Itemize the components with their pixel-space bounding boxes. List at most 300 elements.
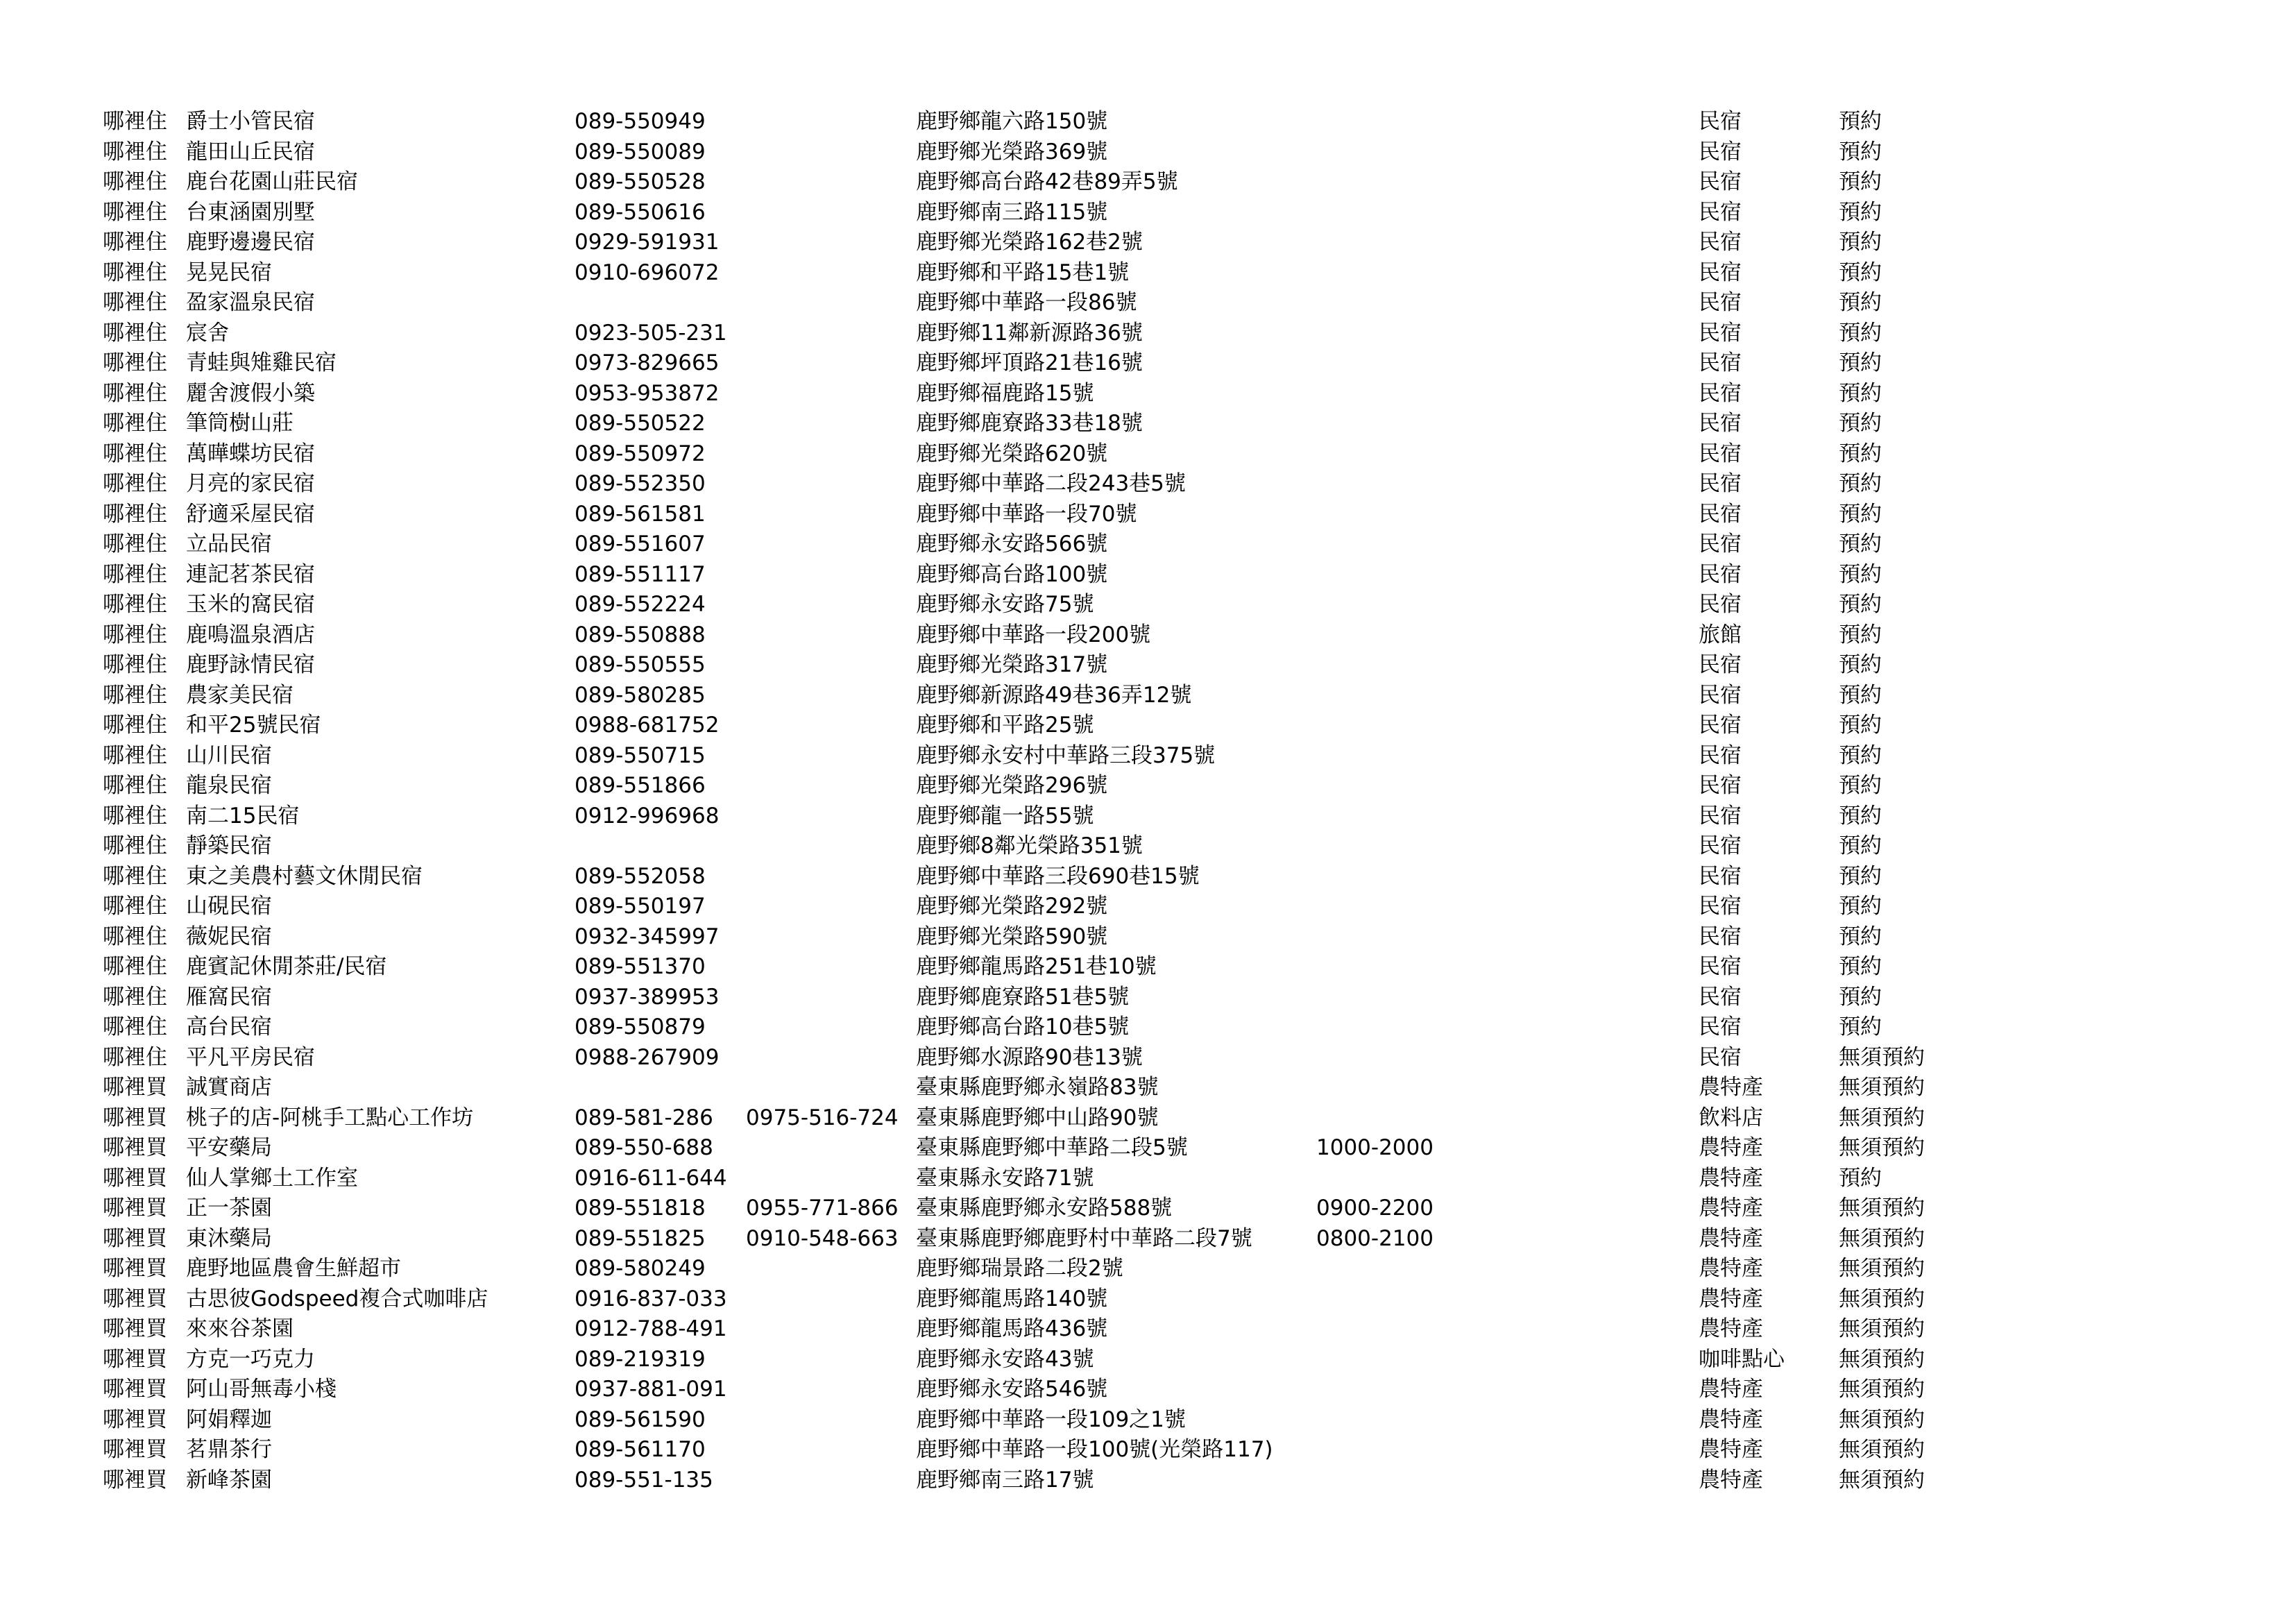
- table-row: [0, 1465, 2296, 1496]
- category-cell: 哪裡住: [103, 532, 167, 556]
- address-cell: 鹿野鄉光榮路296號: [916, 773, 1108, 798]
- phone-cell: 089-552058: [575, 863, 706, 889]
- category-cell: 哪裡住: [103, 260, 167, 285]
- type-cell: 民宿: [1699, 532, 1742, 556]
- category-cell: 哪裡住: [103, 471, 167, 496]
- name-cell: 東之美農村藝文休閒民宿: [186, 863, 423, 889]
- category-cell: 哪裡住: [103, 652, 167, 677]
- table-row: [0, 801, 2296, 832]
- type-cell: 旅館: [1699, 622, 1742, 647]
- category-cell: 哪裡住: [103, 773, 167, 798]
- category-cell: 哪裡住: [103, 592, 167, 617]
- booking-cell: 預約: [1839, 199, 1882, 225]
- category-cell: 哪裡住: [103, 863, 167, 889]
- phone-cell: 089-551818: [575, 1196, 706, 1221]
- table-row: [0, 500, 2296, 530]
- name-cell: 鹿賓記休閒茶莊/民宿: [186, 954, 387, 979]
- table-row: [0, 1133, 2296, 1164]
- name-cell: 龍田山丘民宿: [186, 139, 315, 164]
- booking-cell: 預約: [1839, 713, 1882, 738]
- table-row: [0, 529, 2296, 560]
- phone-cell: 089-550555: [575, 652, 706, 677]
- address-cell: 鹿野鄉永安路43號: [916, 1346, 1094, 1372]
- table-row: [0, 288, 2296, 318]
- name-cell: 和平25號民宿: [186, 713, 321, 738]
- table-row: [0, 620, 2296, 651]
- category-cell: 哪裡買: [103, 1135, 167, 1160]
- name-cell: 龍泉民宿: [186, 773, 272, 798]
- address-cell: 臺東縣鹿野鄉永嶺路83號: [916, 1075, 1159, 1100]
- address-cell: 鹿野鄉光榮路590號: [916, 924, 1108, 949]
- name-cell: 鹿台花園山莊民宿: [186, 169, 358, 194]
- category-cell: 哪裡住: [103, 924, 167, 949]
- type-cell: 民宿: [1699, 139, 1742, 164]
- table-row: [0, 711, 2296, 741]
- table-row: [0, 1193, 2296, 1224]
- type-cell: 民宿: [1699, 561, 1742, 587]
- category-cell: 哪裡買: [103, 1105, 167, 1130]
- type-cell: 民宿: [1699, 833, 1742, 858]
- category-cell: 哪裡買: [103, 1075, 167, 1100]
- name-cell: 鹿野詠情民宿: [186, 652, 315, 677]
- name-cell: 仙人掌鄉土工作室: [186, 1165, 358, 1191]
- type-cell: 民宿: [1699, 682, 1742, 708]
- booking-cell: 預約: [1839, 894, 1882, 919]
- booking-cell: 預約: [1839, 290, 1882, 315]
- type-cell: 民宿: [1699, 742, 1742, 768]
- address-cell: 鹿野鄉光榮路317號: [916, 652, 1108, 677]
- name-cell: 新峰茶園: [186, 1467, 272, 1493]
- phone-cell: 089-580285: [575, 682, 706, 708]
- category-cell: 哪裡買: [103, 1286, 167, 1311]
- name-cell: 農家美民宿: [186, 682, 294, 708]
- category-cell: 哪裡住: [103, 561, 167, 587]
- type-cell: 民宿: [1699, 169, 1742, 194]
- phone-cell: 089-551370: [575, 954, 706, 979]
- type-cell: 民宿: [1699, 713, 1742, 738]
- category-cell: 哪裡買: [103, 1437, 167, 1462]
- category-cell: 哪裡買: [103, 1256, 167, 1281]
- table-row: [0, 1284, 2296, 1315]
- booking-cell: 無須預約: [1839, 1437, 1925, 1462]
- name-cell: 爵士小管民宿: [186, 109, 315, 134]
- name-cell: 東沐藥局: [186, 1225, 272, 1251]
- phone-cell: 0923-505-231: [575, 320, 727, 346]
- type-cell: 民宿: [1699, 260, 1742, 285]
- address-cell: 鹿野鄉光榮路162巷2號: [916, 230, 1143, 255]
- type-cell: 飲料店: [1699, 1105, 1763, 1130]
- address-cell: 鹿野鄉南三路17號: [916, 1467, 1094, 1493]
- category-cell: 哪裡住: [103, 682, 167, 708]
- category-cell: 哪裡住: [103, 622, 167, 647]
- name-cell: 平凡平房民宿: [186, 1044, 315, 1070]
- name-cell: 玉米的窩民宿: [186, 592, 315, 617]
- address-cell: 鹿野鄉中華路二段243巷5號: [916, 471, 1186, 496]
- name-cell: 筆筒樹山莊: [186, 411, 294, 436]
- table-row: [0, 379, 2296, 409]
- name-cell: 正一茶園: [186, 1196, 272, 1221]
- table-row: [0, 1254, 2296, 1284]
- mobile-cell: 0975-516-724: [746, 1105, 899, 1130]
- category-cell: 哪裡住: [103, 894, 167, 919]
- phone-cell: 0916-837-033: [575, 1286, 727, 1311]
- address-cell: 鹿野鄉新源路49巷36弄12號: [916, 682, 1192, 708]
- type-cell: 農特產: [1699, 1256, 1763, 1281]
- phone-cell: 089-550949: [575, 109, 706, 134]
- table-row: [0, 1012, 2296, 1043]
- category-cell: 哪裡住: [103, 350, 167, 375]
- booking-cell: 預約: [1839, 742, 1882, 768]
- phone-cell: 089-550879: [575, 1014, 706, 1039]
- category-cell: 哪裡住: [103, 1044, 167, 1070]
- booking-cell: 無須預約: [1839, 1316, 1925, 1341]
- type-cell: 民宿: [1699, 1014, 1742, 1039]
- name-cell: 月亮的家民宿: [186, 471, 315, 496]
- phone-cell: 0988-681752: [575, 713, 720, 738]
- type-cell: 農特產: [1699, 1437, 1763, 1462]
- phone-cell: 0916-611-644: [575, 1165, 727, 1191]
- booking-cell: 無須預約: [1839, 1196, 1925, 1221]
- booking-cell: 預約: [1839, 773, 1882, 798]
- booking-cell: 預約: [1839, 833, 1882, 858]
- name-cell: 雁窩民宿: [186, 984, 272, 1010]
- category-cell: 哪裡住: [103, 320, 167, 346]
- address-cell: 鹿野鄉永安村中華路三段375號: [916, 742, 1216, 768]
- table-row: [0, 560, 2296, 590]
- category-cell: 哪裡住: [103, 411, 167, 436]
- phone-cell: 089-581-286: [575, 1105, 713, 1130]
- phone-cell: 089-550972: [575, 441, 706, 466]
- phone-cell: 089-550888: [575, 622, 706, 647]
- hours-cell: 0800-2100: [1316, 1225, 1434, 1251]
- category-cell: 哪裡買: [103, 1346, 167, 1372]
- category-cell: 哪裡住: [103, 984, 167, 1010]
- type-cell: 農特產: [1699, 1407, 1763, 1432]
- category-cell: 哪裡住: [103, 380, 167, 406]
- table-row: [0, 681, 2296, 711]
- booking-cell: 無須預約: [1839, 1044, 1925, 1070]
- name-cell: 山川民宿: [186, 742, 272, 768]
- name-cell: 立品民宿: [186, 532, 272, 556]
- phone-cell: 0953-953872: [575, 380, 720, 406]
- phone-cell: 089-561581: [575, 501, 706, 527]
- name-cell: 來來谷茶園: [186, 1316, 294, 1341]
- type-cell: 民宿: [1699, 350, 1742, 375]
- booking-cell: 預約: [1839, 592, 1882, 617]
- name-cell: 鹿鳴溫泉酒店: [186, 622, 315, 647]
- table-row: [0, 590, 2296, 620]
- category-cell: 哪裡買: [103, 1377, 167, 1402]
- table-row: [0, 258, 2296, 289]
- table-row: [0, 228, 2296, 258]
- category-cell: 哪裡住: [103, 441, 167, 466]
- address-cell: 鹿野鄉中華路一段200號: [916, 622, 1151, 647]
- type-cell: 農特產: [1699, 1135, 1763, 1160]
- address-cell: 臺東縣鹿野鄉中山路90號: [916, 1105, 1159, 1130]
- category-cell: 哪裡住: [103, 713, 167, 738]
- category-cell: 哪裡買: [103, 1225, 167, 1251]
- phone-cell: 0937-389953: [575, 984, 720, 1010]
- booking-cell: 預約: [1839, 622, 1882, 647]
- phone-cell: 089-551117: [575, 561, 706, 587]
- booking-cell: 預約: [1839, 441, 1882, 466]
- address-cell: 鹿野鄉高台路100號: [916, 561, 1108, 587]
- booking-cell: 預約: [1839, 411, 1882, 436]
- address-cell: 鹿野鄉中華路一段86號: [916, 290, 1137, 315]
- address-cell: 鹿野鄉中華路一段100號(光榮路117): [916, 1437, 1273, 1462]
- address-cell: 鹿野鄉光榮路292號: [916, 894, 1108, 919]
- phone-cell: 089-561590: [575, 1407, 706, 1432]
- table-row: [0, 469, 2296, 500]
- name-cell: 青蛙與雉雞民宿: [186, 350, 337, 375]
- table-row: [0, 862, 2296, 892]
- address-cell: 鹿野鄉鹿寮路51巷5號: [916, 984, 1130, 1010]
- name-cell: 誠實商店: [186, 1075, 272, 1100]
- table-row: [0, 831, 2296, 862]
- booking-cell: 預約: [1839, 109, 1882, 134]
- name-cell: 茗鼎茶行: [186, 1437, 272, 1462]
- booking-cell: 無須預約: [1839, 1225, 1925, 1251]
- table-row: [0, 318, 2296, 349]
- name-cell: 山硯民宿: [186, 894, 272, 919]
- name-cell: 南二15民宿: [186, 803, 300, 829]
- phone-cell: 089-552350: [575, 471, 706, 496]
- booking-cell: 無須預約: [1839, 1135, 1925, 1160]
- booking-cell: 預約: [1839, 320, 1882, 346]
- table-row: [0, 922, 2296, 953]
- type-cell: 民宿: [1699, 894, 1742, 919]
- hours-cell: 1000-2000: [1316, 1135, 1434, 1160]
- type-cell: 民宿: [1699, 592, 1742, 617]
- table-row: [0, 1043, 2296, 1073]
- table-row: [0, 198, 2296, 228]
- table-row: [0, 1164, 2296, 1194]
- table-row: [0, 1405, 2296, 1436]
- booking-cell: 無須預約: [1839, 1286, 1925, 1311]
- type-cell: 民宿: [1699, 320, 1742, 346]
- address-cell: 鹿野鄉和平路15巷1號: [916, 260, 1130, 285]
- phone-cell: 0932-345997: [575, 924, 720, 949]
- name-cell: 萬曄蝶坊民宿: [186, 441, 315, 466]
- name-cell: 阿娟釋迦: [186, 1407, 272, 1432]
- booking-cell: 預約: [1839, 924, 1882, 949]
- address-cell: 鹿野鄉福鹿路15號: [916, 380, 1094, 406]
- category-cell: 哪裡買: [103, 1316, 167, 1341]
- type-cell: 民宿: [1699, 380, 1742, 406]
- booking-cell: 無須預約: [1839, 1467, 1925, 1493]
- category-cell: 哪裡住: [103, 803, 167, 829]
- booking-cell: 無須預約: [1839, 1377, 1925, 1402]
- address-cell: 鹿野鄉永安路566號: [916, 532, 1108, 556]
- type-cell: 農特產: [1699, 1196, 1763, 1221]
- table-row: [0, 107, 2296, 137]
- address-cell: 鹿野鄉高台路10巷5號: [916, 1014, 1130, 1039]
- address-cell: 鹿野鄉11鄰新源路36號: [916, 320, 1143, 346]
- phone-cell: 089-580249: [575, 1256, 706, 1281]
- booking-cell: 預約: [1839, 230, 1882, 255]
- type-cell: 農特產: [1699, 1225, 1763, 1251]
- booking-cell: 無須預約: [1839, 1075, 1925, 1100]
- address-cell: 鹿野鄉龍馬路251巷10號: [916, 954, 1157, 979]
- address-cell: 鹿野鄉鹿寮路33巷18號: [916, 411, 1143, 436]
- hours-cell: 0900-2200: [1316, 1196, 1434, 1221]
- phone-cell: 089-551-135: [575, 1467, 713, 1493]
- name-cell: 鹿野邊邊民宿: [186, 230, 315, 255]
- table-row: [0, 1314, 2296, 1345]
- table-row: [0, 771, 2296, 801]
- table-row: [0, 1375, 2296, 1405]
- address-cell: 鹿野鄉高台路42巷89弄5號: [916, 169, 1178, 194]
- table-row: [0, 741, 2296, 772]
- name-cell: 舒適采屋民宿: [186, 501, 315, 527]
- name-cell: 鹿野地區農會生鮮超市: [186, 1256, 401, 1281]
- name-cell: 連記茗茶民宿: [186, 561, 315, 587]
- address-cell: 鹿野鄉龍馬路140號: [916, 1286, 1108, 1311]
- type-cell: 民宿: [1699, 1044, 1742, 1070]
- name-cell: 阿山哥無毒小棧: [186, 1377, 337, 1402]
- booking-cell: 預約: [1839, 532, 1882, 556]
- type-cell: 農特產: [1699, 1316, 1763, 1341]
- phone-cell: 0973-829665: [575, 350, 720, 375]
- address-cell: 鹿野鄉龍馬路436號: [916, 1316, 1108, 1341]
- phone-cell: 0937-881-091: [575, 1377, 727, 1402]
- phone-cell: 0988-267909: [575, 1044, 720, 1070]
- phone-cell: 089-550522: [575, 411, 706, 436]
- mobile-cell: 0955-771-866: [746, 1196, 899, 1221]
- name-cell: 盈家溫泉民宿: [186, 290, 315, 315]
- phone-cell: 0910-696072: [575, 260, 720, 285]
- category-cell: 哪裡住: [103, 290, 167, 315]
- phone-cell: 089-550-688: [575, 1135, 713, 1160]
- booking-cell: 預約: [1839, 652, 1882, 677]
- table-row: [0, 650, 2296, 681]
- name-cell: 靜築民宿: [186, 833, 272, 858]
- listing-table: [0, 107, 2296, 1495]
- booking-cell: 無須預約: [1839, 1346, 1925, 1372]
- address-cell: 鹿野鄉瑞景路二段2號: [916, 1256, 1123, 1281]
- table-row: [0, 1345, 2296, 1375]
- phone-cell: 089-552224: [575, 592, 706, 617]
- category-cell: 哪裡買: [103, 1407, 167, 1432]
- table-row: [0, 1103, 2296, 1134]
- table-row: [0, 439, 2296, 470]
- name-cell: 高台民宿: [186, 1014, 272, 1039]
- phone-cell: 089-550616: [575, 199, 706, 225]
- address-cell: 臺東縣鹿野鄉中華路二段5號: [916, 1135, 1188, 1160]
- type-cell: 民宿: [1699, 652, 1742, 677]
- address-cell: 鹿野鄉水源路90巷13號: [916, 1044, 1143, 1070]
- name-cell: 平安藥局: [186, 1135, 272, 1160]
- booking-cell: 預約: [1839, 139, 1882, 164]
- type-cell: 民宿: [1699, 501, 1742, 527]
- category-cell: 哪裡買: [103, 1467, 167, 1493]
- phone-cell: 089-551866: [575, 773, 706, 798]
- phone-cell: 0929-591931: [575, 230, 720, 255]
- category-cell: 哪裡住: [103, 139, 167, 164]
- category-cell: 哪裡買: [103, 1165, 167, 1191]
- type-cell: 民宿: [1699, 803, 1742, 829]
- type-cell: 農特產: [1699, 1165, 1763, 1191]
- address-cell: 鹿野鄉和平路25號: [916, 713, 1094, 738]
- mobile-cell: 0910-548-663: [746, 1225, 899, 1251]
- booking-cell: 預約: [1839, 1165, 1882, 1191]
- type-cell: 民宿: [1699, 441, 1742, 466]
- address-cell: 鹿野鄉龍一路55號: [916, 803, 1094, 829]
- type-cell: 民宿: [1699, 109, 1742, 134]
- booking-cell: 無須預約: [1839, 1256, 1925, 1281]
- type-cell: 民宿: [1699, 924, 1742, 949]
- booking-cell: 預約: [1839, 984, 1882, 1010]
- address-cell: 鹿野鄉中華路一段70號: [916, 501, 1137, 527]
- phone-cell: 089-219319: [575, 1346, 706, 1372]
- category-cell: 哪裡住: [103, 109, 167, 134]
- category-cell: 哪裡住: [103, 833, 167, 858]
- booking-cell: 預約: [1839, 260, 1882, 285]
- address-cell: 鹿野鄉中華路三段690巷15號: [916, 863, 1200, 889]
- address-cell: 鹿野鄉光榮路369號: [916, 139, 1108, 164]
- type-cell: 民宿: [1699, 290, 1742, 315]
- booking-cell: 無須預約: [1839, 1105, 1925, 1130]
- address-cell: 臺東縣鹿野鄉鹿野村中華路二段7號: [916, 1225, 1252, 1251]
- category-cell: 哪裡住: [103, 954, 167, 979]
- table-row: [0, 1073, 2296, 1103]
- type-cell: 農特產: [1699, 1377, 1763, 1402]
- table-row: [0, 892, 2296, 922]
- category-cell: 哪裡買: [103, 1196, 167, 1221]
- category-cell: 哪裡住: [103, 230, 167, 255]
- table-row: [0, 1224, 2296, 1255]
- table-row: [0, 409, 2296, 439]
- booking-cell: 預約: [1839, 954, 1882, 979]
- address-cell: 鹿野鄉永安路546號: [916, 1377, 1108, 1402]
- name-cell: 宸舍: [186, 320, 229, 346]
- type-cell: 民宿: [1699, 411, 1742, 436]
- table-row: [0, 348, 2296, 379]
- name-cell: 晃晃民宿: [186, 260, 272, 285]
- booking-cell: 預約: [1839, 1014, 1882, 1039]
- type-cell: 民宿: [1699, 199, 1742, 225]
- type-cell: 民宿: [1699, 863, 1742, 889]
- type-cell: 民宿: [1699, 471, 1742, 496]
- phone-cell: 089-550715: [575, 742, 706, 768]
- category-cell: 哪裡住: [103, 1014, 167, 1039]
- name-cell: 麗舍渡假小築: [186, 380, 315, 406]
- address-cell: 鹿野鄉龍六路150號: [916, 109, 1108, 134]
- phone-cell: 089-550528: [575, 169, 706, 194]
- name-cell: 薇妮民宿: [186, 924, 272, 949]
- table-row: [0, 983, 2296, 1013]
- booking-cell: 預約: [1839, 501, 1882, 527]
- address-cell: 鹿野鄉坪頂路21巷16號: [916, 350, 1143, 375]
- type-cell: 民宿: [1699, 954, 1742, 979]
- address-cell: 鹿野鄉8鄰光榮路351號: [916, 833, 1143, 858]
- booking-cell: 預約: [1839, 350, 1882, 375]
- phone-cell: 089-550089: [575, 139, 706, 164]
- address-cell: 臺東縣鹿野鄉永安路588號: [916, 1196, 1173, 1221]
- table-row: [0, 952, 2296, 983]
- type-cell: 民宿: [1699, 984, 1742, 1010]
- type-cell: 咖啡點心: [1699, 1346, 1785, 1372]
- address-cell: 鹿野鄉永安路75號: [916, 592, 1094, 617]
- booking-cell: 預約: [1839, 863, 1882, 889]
- name-cell: 方克一巧克力: [186, 1346, 315, 1372]
- phone-cell: 0912-996968: [575, 803, 720, 829]
- name-cell: 古思彼Godspeed複合式咖啡店: [186, 1286, 488, 1311]
- table-row: [0, 1435, 2296, 1465]
- address-cell: 鹿野鄉南三路115號: [916, 199, 1108, 225]
- category-cell: 哪裡住: [103, 742, 167, 768]
- phone-cell: 089-561170: [575, 1437, 706, 1462]
